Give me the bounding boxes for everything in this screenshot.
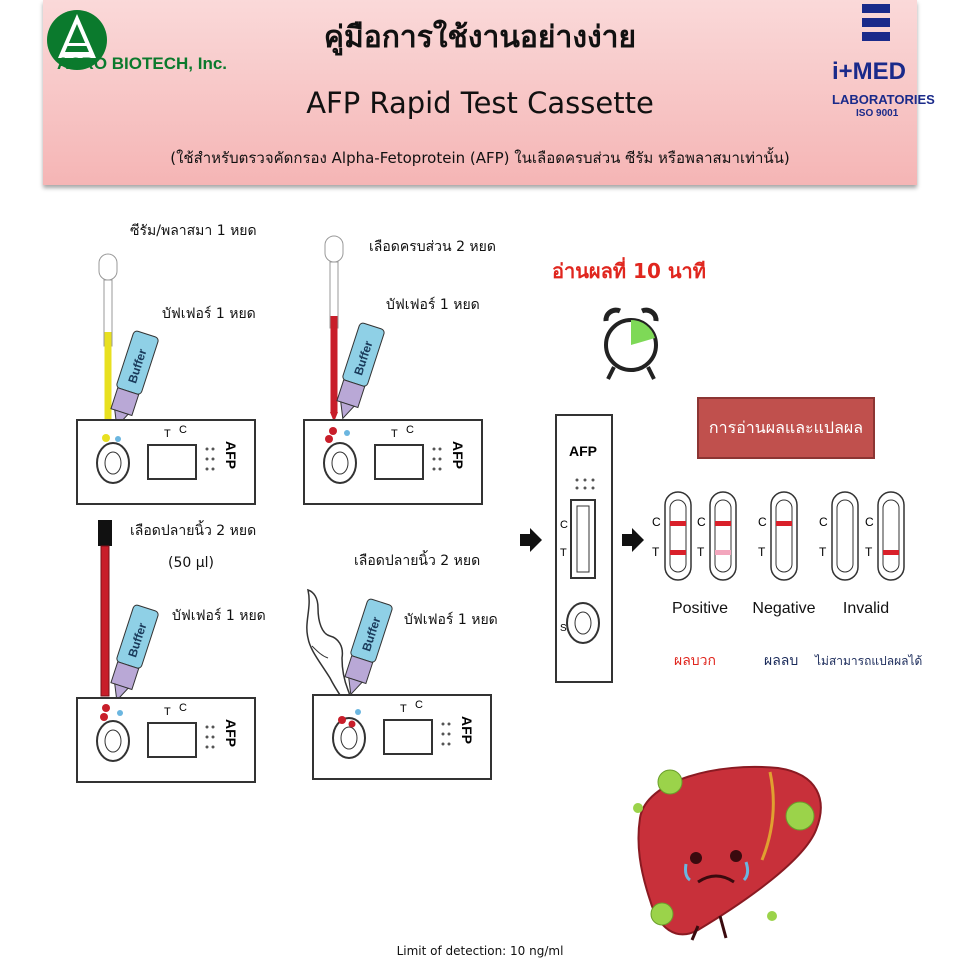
result-invalid-label: Invalid: [842, 600, 890, 617]
svg-text:AFP: AFP: [223, 441, 239, 469]
step2-cassette-icon: [303, 419, 483, 505]
svg-text:AFP: AFP: [569, 443, 597, 459]
result-positive-label: Positive: [671, 600, 729, 617]
sick-liver-illustration-icon: [628, 760, 833, 942]
limit-of-detection: Limit of detection: 10 ng/ml: [396, 944, 564, 958]
svg-text:C: C: [406, 424, 414, 436]
result-negative-thai: ผลลบ: [764, 653, 799, 669]
step2-buffer-label: บัฟเฟอร์ 1 หยด: [386, 297, 480, 313]
svg-text:T: T: [758, 545, 766, 559]
svg-text:C: C: [865, 515, 874, 529]
svg-text:C: C: [179, 702, 187, 714]
svg-text:C: C: [697, 515, 706, 529]
imed-logo-laboratories: LABORATORIES: [832, 92, 935, 107]
result-invalid-thai: ไม่สามารถแปลผลได้: [815, 654, 923, 668]
step1-sample-label: ซีรัม/พลาสมา 1 หยด: [130, 223, 257, 239]
svg-text:T: T: [652, 545, 660, 559]
step1-cassette-icon: [76, 419, 256, 505]
svg-text:C: C: [652, 515, 661, 529]
svg-text:AFP: AFP: [450, 441, 466, 469]
svg-text:T: T: [819, 545, 827, 559]
svg-text:T: T: [560, 547, 567, 559]
svg-text:Buffer: Buffer: [125, 621, 150, 660]
svg-text:AFP: AFP: [459, 716, 475, 744]
read-time-label: อ่านผลที่ 10 นาที: [552, 259, 706, 283]
svg-text:C: C: [819, 515, 828, 529]
svg-text:T: T: [164, 706, 171, 718]
acro-biotech-logo-text: ACRO BIOTECH, Inc.: [57, 54, 228, 73]
arrow-right-icon: [520, 528, 542, 552]
step3-buffer-label: บัฟเฟอร์ 1 หยด: [172, 608, 266, 624]
step4-sample-label: เลือดปลายนิ้ว 2 หยด: [354, 553, 481, 569]
step3-volume-label: (50 µl): [168, 555, 214, 571]
step2-sample-label: เลือดครบส่วน 2 หยด: [369, 239, 496, 255]
timer-clock-icon: [600, 305, 662, 387]
svg-text:Buffer: Buffer: [125, 347, 150, 386]
svg-text:T: T: [697, 545, 705, 559]
page-subtitle: (ใช้สำหรับตรวจคัดกรอง Alpha-Fetoprotein (AFP) ในเลือดครบส่วน ซีรัม หรือพลาสมาเท่านั้น): [170, 149, 790, 167]
step3-cassette-icon: [76, 697, 256, 783]
svg-text:T: T: [164, 428, 171, 440]
svg-text:S: S: [560, 623, 567, 634]
imed-logo-text: i+MED: [832, 58, 907, 85]
step4-cassette-icon: [312, 694, 492, 780]
svg-text:Buffer: Buffer: [351, 339, 376, 378]
imed-logo-iso: ISO 9001: [856, 108, 899, 119]
step2-buffer-bottle-icon: [326, 318, 386, 433]
arrow-right-icon: [622, 528, 644, 552]
step4-buffer-bottle-icon: [334, 594, 394, 709]
svg-text:AFP: AFP: [223, 719, 239, 747]
svg-text:C: C: [179, 424, 187, 436]
step1-buffer-label: บัฟเฟอร์ 1 หยด: [162, 306, 256, 322]
big-cassette-icon: [555, 414, 613, 684]
result-strips-icon: [650, 490, 915, 582]
result-positive-thai: ผลบวก: [674, 653, 717, 669]
svg-text:C: C: [415, 699, 423, 711]
svg-text:T: T: [865, 545, 873, 559]
svg-text:C: C: [758, 515, 767, 529]
step4-buffer-label: บัฟเฟอร์ 1 หยด: [404, 612, 498, 628]
svg-text:C: C: [560, 519, 568, 531]
svg-text:T: T: [400, 703, 407, 715]
svg-text:T: T: [391, 428, 398, 440]
interpretation-title-box: การอ่านผลและแปลผล: [697, 397, 875, 459]
product-title: AFP Rapid Test Cassette: [306, 86, 654, 120]
result-negative-label: Negative: [752, 600, 816, 617]
step3-sample-label: เลือดปลายนิ้ว 2 หยด: [130, 523, 257, 539]
page-title: คู่มือการใช้งานอย่างง่าย: [323, 20, 637, 55]
svg-text:Buffer: Buffer: [359, 615, 384, 654]
